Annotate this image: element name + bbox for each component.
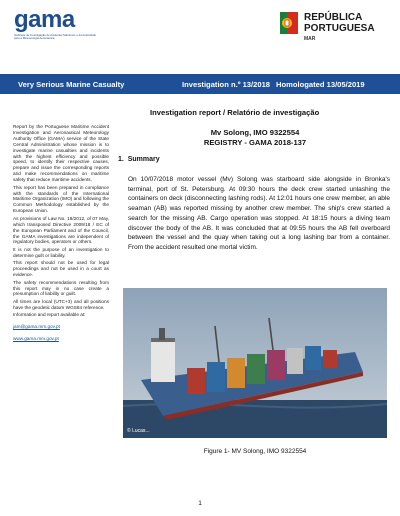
- gama-logo-word: gama: [14, 6, 75, 33]
- summary-text: On 10/07/2018 motor vessel (Mv) Solong was starboard side alongside in Bronka's terminal, port of St. Petersburg. At 09:30 hours the deck crew started unlashing the containers on deck (disconnecting lashing rods). At 12:01 hours one crew member, an able seaman (AB) was reported missing by another crew member. The ship's crew started a search for the missing AB. Cargo operation was stopped. At 18:15 hours a diving team discover the body of the AB. It was concluded that at 09:55 hours the AB fell overboard between the vessel and the quay when taking out a long lashing bar from a container. From the accident resulted one mortal victim.: [128, 176, 390, 251]
- vessel-name: Mv Solong, IMO 9322554: [210, 128, 300, 137]
- republica-portuguesa-logo: [280, 10, 390, 48]
- vessel-registry: REGISTRY - GAMA 2018-137: [203, 138, 307, 147]
- email-link[interactable]: jam@gama.mm.gov.pt: [13, 324, 60, 330]
- gama-logo: [14, 8, 94, 44]
- figure-caption: Figure 1- MV Solong, IMO 9322554: [203, 448, 307, 455]
- sidebar-paragraph: All times are local (UTC+3) and all positions have the geodetic datum WGS84 reference.: [13, 298, 109, 310]
- ship-photo: [123, 288, 387, 438]
- report-banner: [0, 74, 400, 94]
- sidebar-paragraph: As provisions of Law No. 18/2012, of 07 May, which transposed Directive 2009/18 / EC of the European Parliament and of the Council, the GAMA investigations are independent of regulatory bodies, operators or others.: [13, 215, 109, 245]
- homologation-date: Homologated 13/05/2019: [276, 80, 365, 89]
- section-title: Summary: [127, 156, 160, 163]
- sidebar-paragraph: Report by the Portuguese Maritime Accident Investigation and Aeronautical Meteorology Authority Office (GAMA) service of the State Central Administration whose mission is to investigate marine casualties and incidents with the highest efficiency and possible speed, to identify their respective causes, prepare and issue the corresponding reports and make recommendations on maritime safety that reduce maritime accidents.: [13, 124, 109, 183]
- sidebar-paragraph: The safety recommendations resulting from this report may in no case create a presumption of liability or guilt.: [13, 279, 109, 297]
- sidebar-paragraph: It is not the purpose of an investigation to determine guilt or liability.: [13, 246, 109, 258]
- page-number: 1: [198, 500, 202, 507]
- republic-line1: REPÚBLICA: [304, 12, 363, 23]
- gama-logo-subtitle: Gabinete de Investigação de Acidentes Marítimos e da Autoridade para a Meteorologia Aeronáutica: [14, 33, 96, 41]
- section-number: 1.: [118, 156, 124, 163]
- republic-ministry: MAR: [304, 36, 316, 42]
- sidebar-paragraph: Information and report available at:: [13, 312, 86, 318]
- investigation-number: Investigation n.º 13/2018: [182, 80, 271, 89]
- section-heading: [118, 156, 160, 163]
- sidebar-paragraph: This report should not be used for legal proceedings and not be used in a court as evidence.: [13, 260, 109, 278]
- portugal-emblem-icon: [280, 12, 298, 34]
- republic-line2: PORTUGUESA: [304, 23, 375, 34]
- sidebar: [13, 124, 109, 342]
- website-link[interactable]: www.gama.mm.gov.pt: [13, 336, 59, 342]
- casualty-category: Very Serious Marine Casualty: [18, 80, 125, 89]
- sidebar-paragraph: This report has been prepared in compliance with the standards of the International Maritime Organization (IMO) and following the Common Methodology established by the European Union.: [13, 184, 109, 214]
- photo-credit: © Lucas...: [127, 428, 150, 434]
- report-title: Investigation report / Relatório de investigação: [150, 108, 320, 117]
- vessel-heading: [120, 128, 390, 148]
